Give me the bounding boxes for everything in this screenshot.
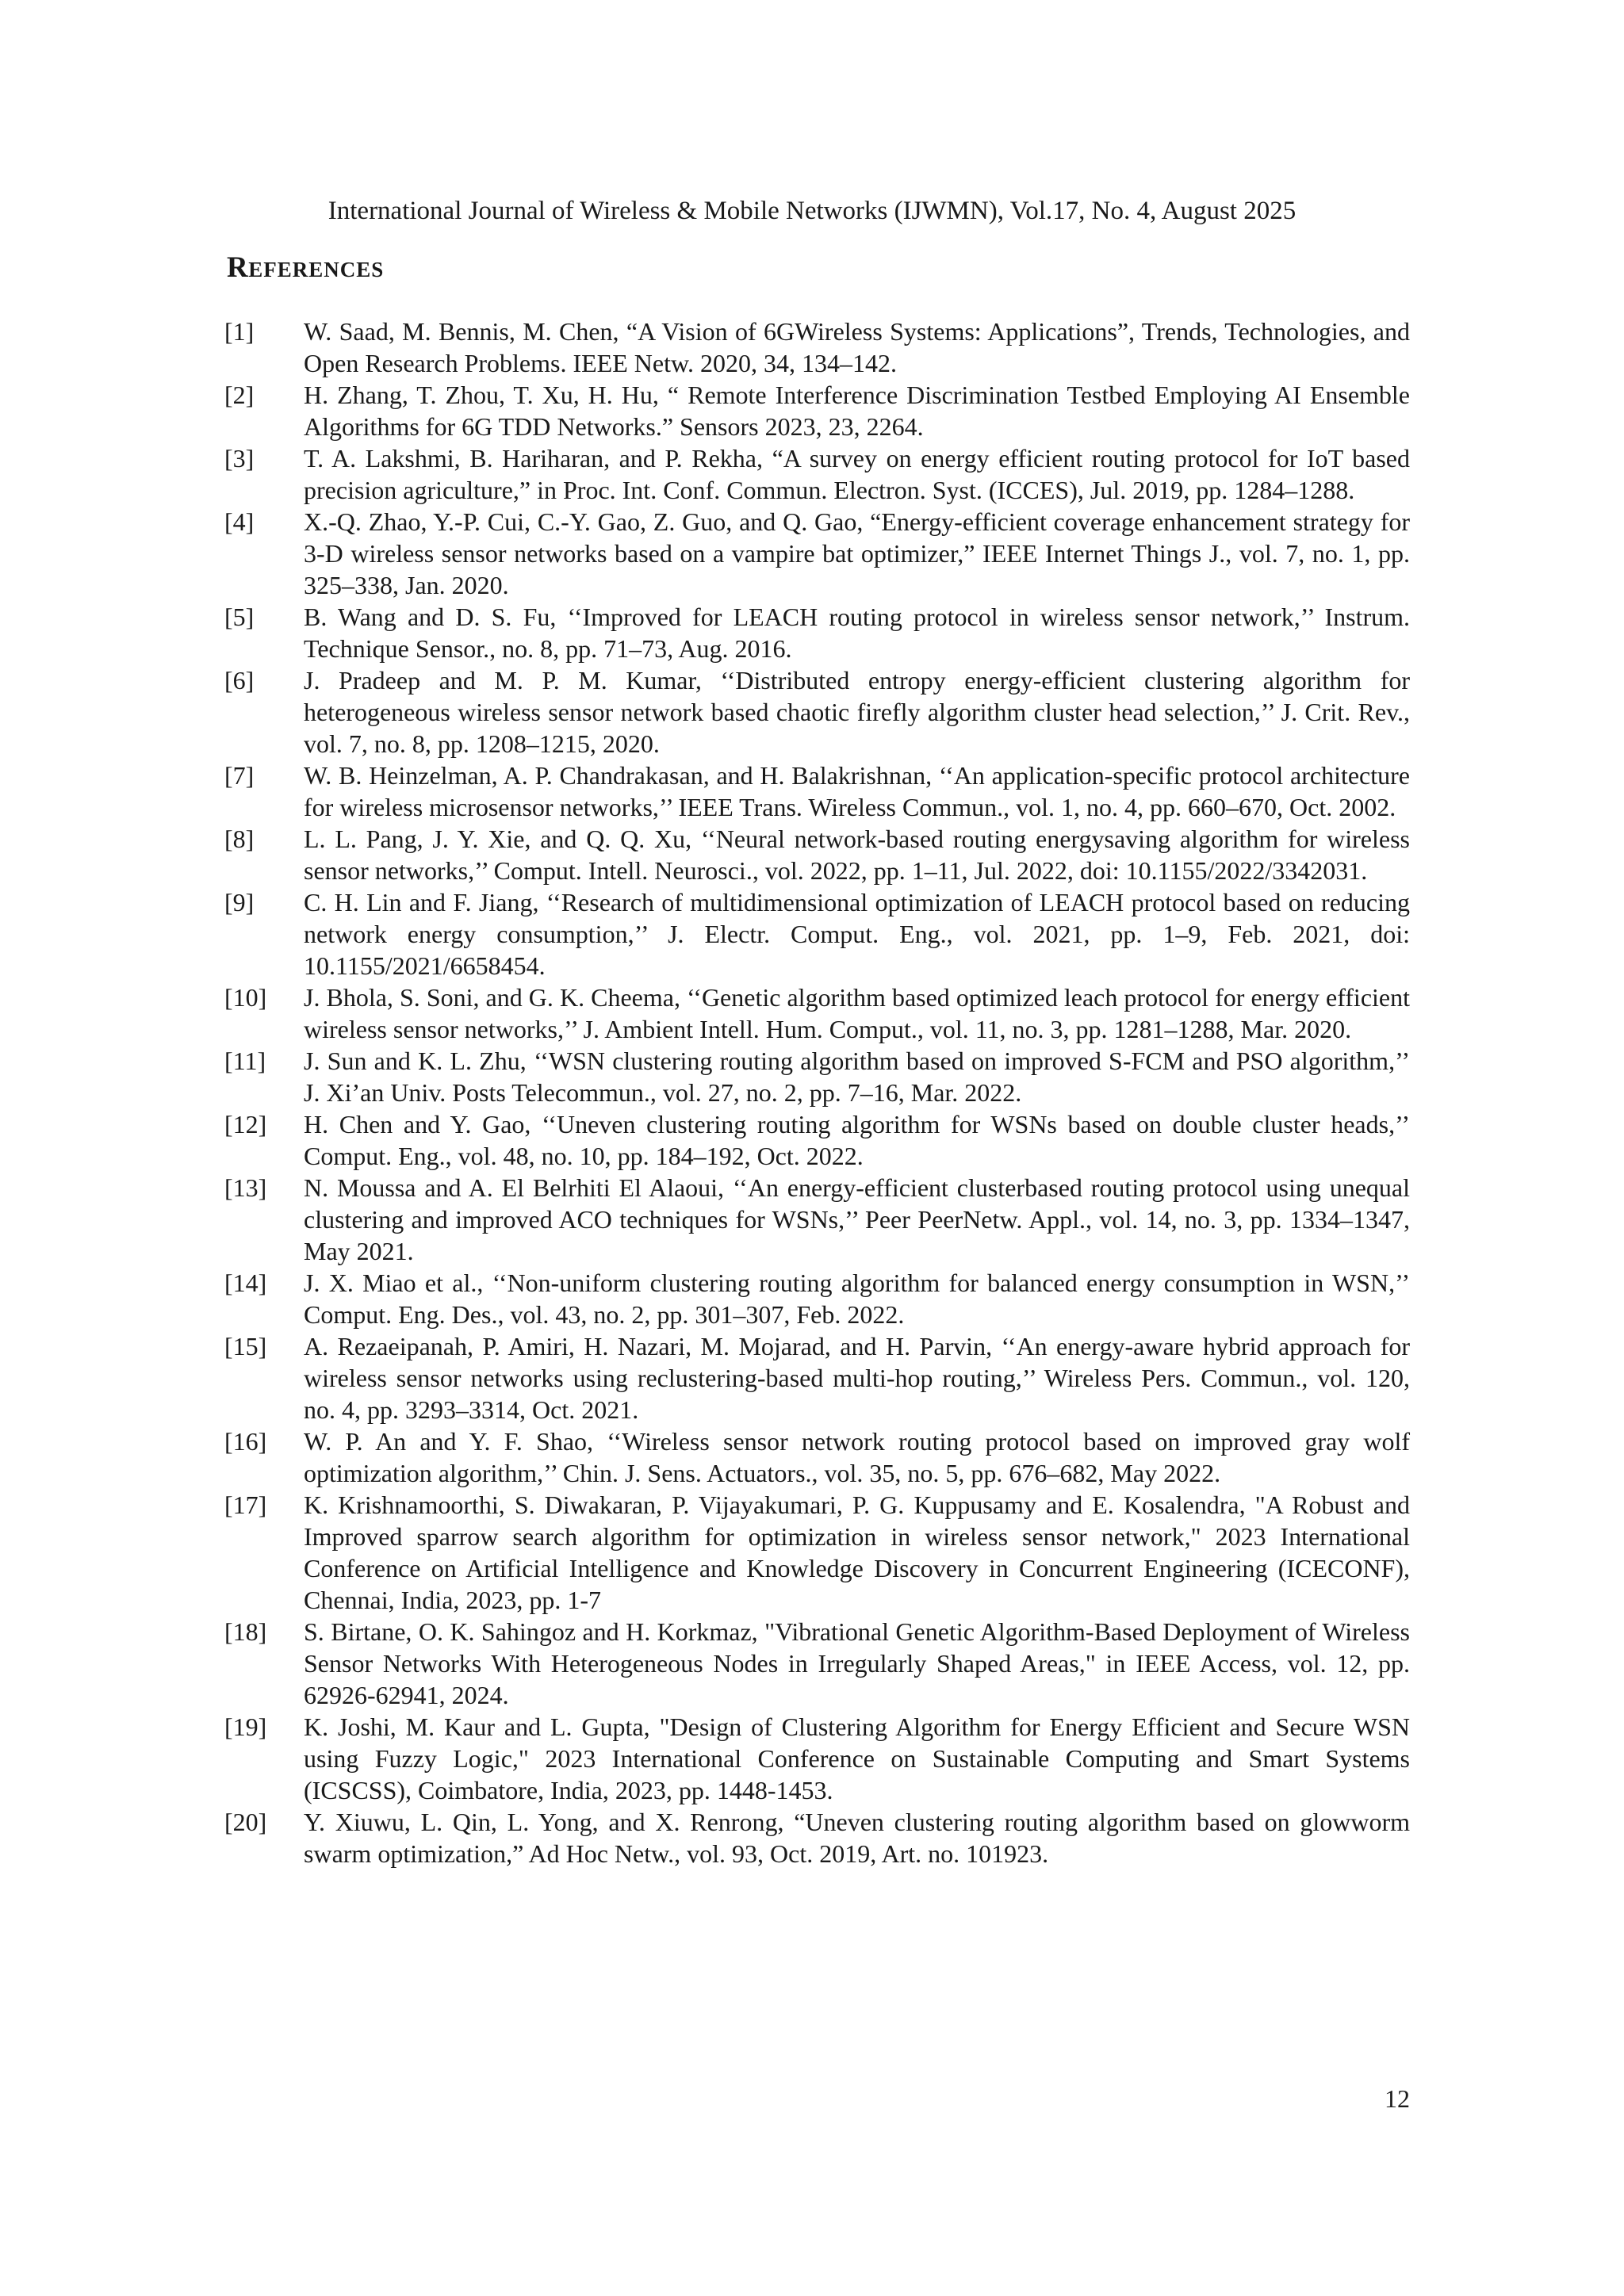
reference-text: B. Wang and D. S. Fu, ‘‘Improved for LEACH routing protocol in wireless sensor network,’’ Instrum. Technique Sensor., no. 8, pp. 71–73, Aug. 2016. bbox=[304, 603, 1410, 663]
reference-text: W. Saad, M. Bennis, M. Chen, “A Vision of 6GWireless Systems: Applications”, Trends, Technologies, and Open Research Problems. IEEE Netw. 2020, 34, 134–142. bbox=[304, 317, 1410, 377]
reference-text: C. H. Lin and F. Jiang, ‘‘Research of multidimensional optimization of LEACH protocol based on reducing network energy consumption,’’ J. Electr. Comput. Eng., vol. 2021, pp. 1–9, Feb. 2021, doi: 10.1155/2021/6658454. bbox=[304, 888, 1410, 980]
reference-text: K. Joshi, M. Kaur and L. Gupta, "Design of Clustering Algorithm for Energy Efficient and Secure WSN using Fuzzy Logic," 2023 International Conference on Sustainable Computing and Smart Systems (ICSCSS), Coimbatore, India, 2023, pp. 1448-1453. bbox=[304, 1712, 1410, 1804]
reference-item bbox=[224, 664, 1410, 760]
reference-item bbox=[224, 316, 1410, 379]
reference-text: S. Birtane, O. K. Sahingoz and H. Korkmaz, "Vibrational Genetic Algorithm-Based Deployment of Wireless Sensor Networks With Heterogeneous Nodes in Irregularly Shaped Areas," in IEEE Access, vol. 12, pp. 62926-62941, 2024. bbox=[304, 1617, 1410, 1709]
running-header: International Journal of Wireless & Mobile Networks (IJWMN), Vol.17, No. 4, August 2025 bbox=[327, 197, 1297, 225]
reference-text: T. A. Lakshmi, B. Hariharan, and P. Rekha, “A survey on energy efficient routing protocol for IoT based precision agriculture,” in Proc. Int. Conf. Commun. Electron. Syst. (ICCES), Jul. 2019, pp. 1284–1288. bbox=[304, 444, 1410, 504]
reference-number: [20] bbox=[224, 1808, 267, 1836]
reference-item bbox=[224, 1045, 1410, 1108]
reference-text: H. Chen and Y. Gao, ‘‘Uneven clustering routing algorithm for WSNs based on double cluster heads,’’ Comput. Eng., vol. 48, no. 10, pp. 184–192, Oct. 2022. bbox=[304, 1110, 1410, 1170]
section-title-rest: EFERENCES bbox=[248, 258, 385, 281]
reference-number: [13] bbox=[224, 1173, 267, 1202]
reference-text: W. B. Heinzelman, A. P. Chandrakasan, and H. Balakrishnan, ‘‘An application-specific protocol architecture for wireless microsensor networks,’’ IEEE Trans. Wireless Commun., vol. 1, no. 4, pp. 660–670, Oct. 2002. bbox=[304, 761, 1410, 821]
page-number: 12 bbox=[1385, 2084, 1410, 2113]
reference-number: [17] bbox=[224, 1490, 267, 1519]
reference-number: [14] bbox=[224, 1269, 267, 1297]
reference-item bbox=[224, 1806, 1410, 1869]
reference-number: [6] bbox=[224, 666, 255, 695]
reference-item bbox=[224, 760, 1410, 823]
reference-item bbox=[224, 1172, 1410, 1267]
section-title-initial: R bbox=[227, 251, 249, 284]
reference-number: [19] bbox=[224, 1712, 267, 1741]
reference-item bbox=[224, 1489, 1410, 1616]
reference-number: [12] bbox=[224, 1110, 267, 1138]
reference-number: [8] bbox=[224, 825, 255, 853]
reference-item bbox=[224, 823, 1410, 886]
reference-item bbox=[224, 1425, 1410, 1489]
reference-item bbox=[224, 886, 1410, 982]
reference-list bbox=[224, 316, 1410, 1869]
reference-item bbox=[224, 1267, 1410, 1330]
reference-item bbox=[224, 506, 1410, 601]
reference-number: [2] bbox=[224, 381, 255, 409]
reference-item bbox=[224, 982, 1410, 1045]
reference-number: [16] bbox=[224, 1427, 267, 1456]
reference-number: [15] bbox=[224, 1332, 267, 1360]
reference-number: [7] bbox=[224, 761, 255, 790]
reference-text: Y. Xiuwu, L. Qin, L. Yong, and X. Renrong, “Uneven clustering routing algorithm based on glowworm swarm optimization,” Ad Hoc Netw., vol. 93, Oct. 2019, Art. no. 101923. bbox=[304, 1808, 1410, 1868]
reference-text: J. Sun and K. L. Zhu, ‘‘WSN clustering routing algorithm based on improved S-FCM and PSO algorithm,’’ J. Xi’an Univ. Posts Telecommun., vol. 27, no. 2, pp. 7–16, Mar. 2022. bbox=[304, 1047, 1410, 1107]
reference-text: J. X. Miao et al., ‘‘Non-uniform clustering routing algorithm for balanced energy consumption in WSN,’’ Comput. Eng. Des., vol. 43, no. 2, pp. 301–307, Feb. 2022. bbox=[304, 1269, 1410, 1329]
reference-text: W. P. An and Y. F. Shao, ‘‘Wireless sensor network routing protocol based on improved gray wolf optimization algorithm,’’ Chin. J. Sens. Actuators., vol. 35, no. 5, pp. 676–682, May 2022. bbox=[304, 1427, 1410, 1487]
reference-number: [3] bbox=[224, 444, 255, 473]
reference-text: A. Rezaeipanah, P. Amiri, H. Nazari, M. Mojarad, and H. Parvin, ‘‘An energy-aware hybrid approach for wireless sensor networks using reclustering-based multi-hop routing,’’ Wireless Pers. Commun., vol. 120, no. 4, pp. 3293–3314, Oct. 2021. bbox=[304, 1332, 1410, 1424]
reference-text: X.-Q. Zhao, Y.-P. Cui, C.-Y. Gao, Z. Guo, and Q. Gao, “Energy-efficient coverage enhancement strategy for 3-D wireless sensor networks based on a vampire bat optimizer,” IEEE Internet Things J., vol. 7, no. 1, pp. 325–338, Jan. 2020. bbox=[304, 507, 1410, 599]
reference-item bbox=[224, 601, 1410, 664]
reference-item bbox=[224, 379, 1410, 442]
reference-item bbox=[224, 1108, 1410, 1172]
reference-number: [10] bbox=[224, 983, 267, 1012]
section-title bbox=[227, 251, 384, 287]
reference-number: [18] bbox=[224, 1617, 267, 1646]
reference-number: [4] bbox=[224, 507, 255, 536]
reference-text: L. L. Pang, J. Y. Xie, and Q. Q. Xu, ‘‘Neural network-based routing energysaving algorithm for wireless sensor networks,’’ Comput. Intell. Neurosci., vol. 2022, pp. 1–11, Jul. 2022, doi: 10.1155/2022/3342031. bbox=[304, 825, 1410, 885]
reference-item bbox=[224, 442, 1410, 506]
reference-item bbox=[224, 1616, 1410, 1711]
reference-number: [9] bbox=[224, 888, 255, 916]
reference-item bbox=[224, 1330, 1410, 1425]
reference-number: [11] bbox=[224, 1047, 266, 1075]
reference-number: [5] bbox=[224, 603, 255, 631]
reference-text: J. Bhola, S. Soni, and G. K. Cheema, ‘‘Genetic algorithm based optimized leach protocol for energy efficient wireless sensor networks,’’ J. Ambient Intell. Hum. Comput., vol. 11, no. 3, pp. 1281–1288, Mar. 2020. bbox=[304, 983, 1410, 1043]
reference-text: N. Moussa and A. El Belrhiti El Alaoui, ‘‘An energy-efficient clusterbased routing protocol using unequal clustering and improved ACO techniques for WSNs,’’ Peer PeerNetw. Appl., vol. 14, no. 3, pp. 1334–1347, May 2021. bbox=[304, 1173, 1410, 1265]
reference-text: H. Zhang, T. Zhou, T. Xu, H. Hu, “ Remote Interference Discrimination Testbed Employing AI Ensemble Algorithms for 6G TDD Networks.” Sensors 2023, 23, 2264. bbox=[304, 381, 1410, 441]
reference-text: J. Pradeep and M. P. M. Kumar, ‘‘Distributed entropy energy-efficient clustering algorithm for heterogeneous wireless sensor network based chaotic firefly algorithm cluster head selection,’’ J. Crit. Rev., vol. 7, no. 8, pp. 1208–1215, 2020. bbox=[304, 666, 1410, 758]
reference-text: K. Krishnamoorthi, S. Diwakaran, P. Vijayakumari, P. G. Kuppusamy and E. Kosalendra, "A Robust and Improved sparrow search algorithm for optimization in wireless sensor network," 2023 International Conference on Artificial Intelligence and Knowledge Discovery in Concurrent Engineering (ICECONF), Chennai, India, 2023, pp. 1-7 bbox=[304, 1490, 1410, 1614]
reference-item bbox=[224, 1711, 1410, 1806]
reference-number: [1] bbox=[224, 317, 255, 346]
